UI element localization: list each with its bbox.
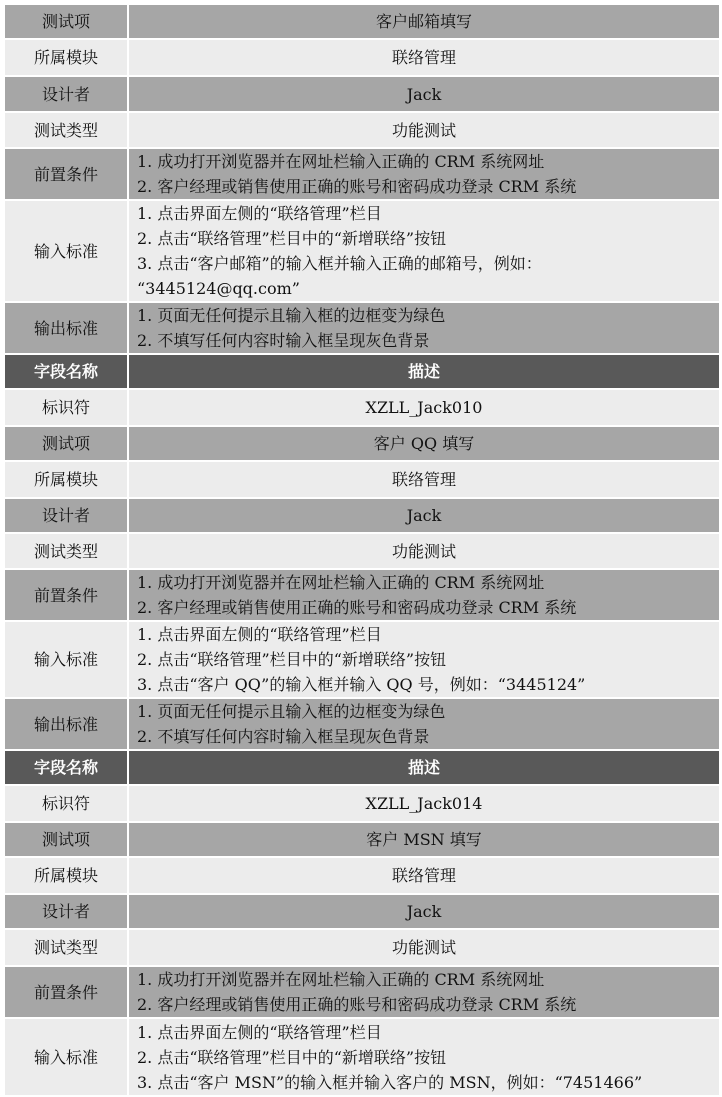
field-label: 测试类型 [4, 929, 128, 966]
field-value-list [128, 148, 720, 200]
field-label: 所属模块 [4, 39, 128, 76]
field-label: 字段名称 [4, 750, 128, 785]
table-row [4, 200, 720, 302]
field-label: 前置条件 [4, 569, 128, 621]
field-label: 前置条件 [4, 148, 128, 200]
table-row [4, 1018, 720, 1096]
table-row [4, 785, 720, 822]
field-value-line: 3. 点击“客户邮箱”的输入框并输入正确的邮箱号，例如： [137, 254, 542, 273]
field-value-line: 2. 客户经理或销售使用正确的账号和密码成功登录 CRM 系统 [137, 995, 577, 1014]
test-case-table-body [4, 4, 720, 1096]
field-value-line: 2. 点击“联络管理”栏目中的“新增联络”按钮 [137, 229, 447, 248]
table-row [4, 698, 720, 750]
table-row [4, 148, 720, 200]
field-value-line: 1. 成功打开浏览器并在网址栏输入正确的 CRM 系统网址 [137, 970, 545, 989]
field-value-list [128, 698, 720, 750]
field-value-line: 1. 成功打开浏览器并在网址栏输入正确的 CRM 系统网址 [137, 573, 545, 592]
field-value-list [128, 966, 720, 1018]
field-label: 所属模块 [4, 461, 128, 498]
table-row [4, 929, 720, 966]
table-row [4, 426, 720, 461]
field-label: 测试项 [4, 822, 128, 857]
field-label: 设计者 [4, 498, 128, 533]
field-label: 前置条件 [4, 966, 128, 1018]
field-value-list [128, 302, 720, 354]
field-value: 联络管理 [128, 857, 720, 894]
field-label: 字段名称 [4, 354, 128, 389]
field-value-line: 2. 不填写任何内容时输入框呈现灰色背景 [137, 727, 430, 746]
table-row [4, 857, 720, 894]
table-row [4, 621, 720, 698]
field-value-list [128, 621, 720, 698]
table-row [4, 112, 720, 148]
field-label: 标识符 [4, 785, 128, 822]
field-value-list [128, 1018, 720, 1096]
field-value: 联络管理 [128, 39, 720, 76]
field-value-line: 1. 页面无任何提示且输入框的边框变为绿色 [137, 306, 446, 325]
field-value: 功能测试 [128, 533, 720, 569]
field-label: 设计者 [4, 894, 128, 929]
field-value-line: 2. 客户经理或销售使用正确的账号和密码成功登录 CRM 系统 [137, 598, 577, 617]
field-value-line: 3. 点击“客户 QQ”的输入框并输入 QQ 号，例如：“3445124” [137, 675, 586, 694]
field-label: 输入标准 [4, 621, 128, 698]
field-value: XZLL_Jack010 [128, 389, 720, 426]
field-value-line: 1. 页面无任何提示且输入框的边框变为绿色 [137, 702, 446, 721]
field-value: XZLL_Jack014 [128, 785, 720, 822]
table-header-row [4, 354, 720, 389]
field-label: 所属模块 [4, 857, 128, 894]
table-row [4, 569, 720, 621]
field-value: 描述 [128, 354, 720, 389]
table-row [4, 461, 720, 498]
field-label: 输出标准 [4, 698, 128, 750]
field-value-list [128, 569, 720, 621]
field-label: 输入标准 [4, 200, 128, 302]
field-value-list [128, 200, 720, 302]
table-row [4, 4, 720, 39]
table-row [4, 76, 720, 112]
table-row [4, 498, 720, 533]
table-header-row [4, 750, 720, 785]
field-value: 客户 MSN 填写 [128, 822, 720, 857]
field-value: 客户邮箱填写 [128, 4, 720, 39]
test-case-table [3, 3, 721, 1097]
field-value: 客户 QQ 填写 [128, 426, 720, 461]
field-value: Jack [128, 498, 720, 533]
field-label: 测试项 [4, 4, 128, 39]
field-value: Jack [128, 894, 720, 929]
field-value-line: 2. 客户经理或销售使用正确的账号和密码成功登录 CRM 系统 [137, 177, 577, 196]
field-value-line: 1. 成功打开浏览器并在网址栏输入正确的 CRM 系统网址 [137, 152, 545, 171]
field-value-line: 2. 点击“联络管理”栏目中的“新增联络”按钮 [137, 1047, 447, 1067]
field-value-line: 3. 点击“客户 MSN”的输入框并输入客户的 MSN，例如：“7451466” [137, 1072, 643, 1092]
field-label: 测试项 [4, 426, 128, 461]
field-label: 设计者 [4, 76, 128, 112]
table-row [4, 894, 720, 929]
field-value: 描述 [128, 750, 720, 785]
table-row [4, 389, 720, 426]
table-row [4, 39, 720, 76]
field-value: 联络管理 [128, 461, 720, 498]
field-value: Jack [128, 76, 720, 112]
field-value-line: 2. 点击“联络管理”栏目中的“新增联络”按钮 [137, 650, 447, 669]
table-row [4, 302, 720, 354]
field-label: 标识符 [4, 389, 128, 426]
field-label: 输出标准 [4, 302, 128, 354]
table-row [4, 533, 720, 569]
table-row [4, 966, 720, 1018]
field-label: 测试类型 [4, 533, 128, 569]
field-value-line: “3445124@qq.com” [137, 279, 300, 298]
field-value-line: 2. 不填写任何内容时输入框呈现灰色背景 [137, 331, 430, 350]
field-value-line: 1. 点击界面左侧的“联络管理”栏目 [137, 625, 382, 644]
field-value: 功能测试 [128, 112, 720, 148]
field-value-line: 1. 点击界面左侧的“联络管理”栏目 [137, 1022, 382, 1042]
field-label: 输入标准 [4, 1018, 128, 1096]
field-value-line: 1. 点击界面左侧的“联络管理”栏目 [137, 204, 382, 223]
table-row [4, 822, 720, 857]
field-value: 功能测试 [128, 929, 720, 966]
field-label: 测试类型 [4, 112, 128, 148]
